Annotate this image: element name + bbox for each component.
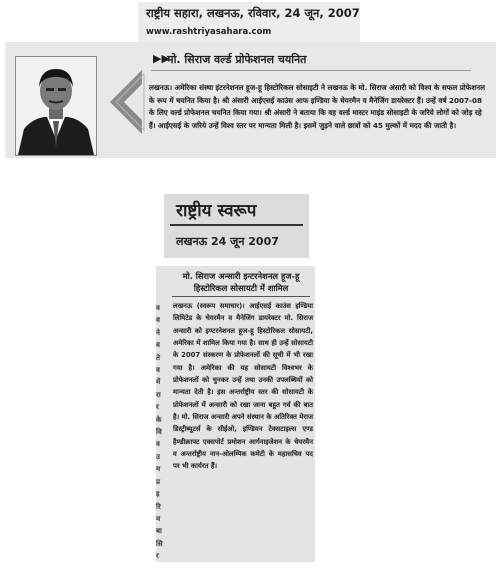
side-fragment: में — [156, 378, 161, 387]
portrait-photo — [15, 56, 97, 156]
side-fragment: ने — [156, 328, 160, 337]
side-fragment: बा — [156, 527, 162, 536]
side-fragment: व — [156, 304, 160, 312]
side-fragment: रि — [156, 502, 161, 511]
masthead-divider — [170, 224, 303, 226]
side-fragment: प्र — [156, 477, 160, 486]
headline-divider — [172, 296, 310, 297]
side-fragment: व — [156, 341, 160, 350]
side-fragment: व — [156, 366, 160, 375]
swaroop-masthead — [164, 194, 309, 258]
side-fragment: इ — [156, 490, 160, 499]
article-headline: मो. सिराज वर्ल्ड प्रोफेशनल चयनित — [167, 53, 307, 66]
side-fragment: रा — [156, 390, 161, 399]
article-headline: मो. सिराज अन्सारी इन्टरनेशनल हूज-हू हिस्टोरिकल सोसायटी में शामिल — [182, 271, 300, 293]
newspaper-dateline: लखनऊ 24 जून 2007 — [176, 235, 279, 248]
side-fragment: व — [156, 316, 160, 325]
side-fragment: र — [156, 552, 159, 561]
adjacent-column-fragments — [156, 302, 168, 563]
chevron-left-icon — [106, 68, 146, 136]
side-fragment: वि — [156, 428, 162, 437]
masthead-website: www.rashtriyasahara.com — [146, 27, 272, 37]
side-fragment: व — [156, 440, 160, 449]
side-fragment: म — [156, 465, 161, 474]
headline-bullet: ▶▶ — [153, 52, 170, 65]
masthead-dateline: राष्ट्रीय सहारा, लखनऊ, रविवार, 24 जून, 2007 — [146, 6, 360, 20]
sahara-article-clipping — [5, 42, 496, 158]
side-fragment: ते — [156, 353, 160, 362]
article-body: लखनऊ। अमेरिका संस्था इंटरनेशनल हूज-हू हिस्टोरिकल सोसाइटी ने लखनऊ के मो. सिराज अंसारी को विश्व के सफल प्रोफेशनल के रूप में चयनित किया है। श्री अंसारी आईएसई काउंस आफ इण्डिया के चेयरमैन व मैनेजिंग डायरेक्टर हैं। उन्हें वर्ष 2007-08 के लिए वर्ल्ड प्रोफेशनल चयनित किया गया। श्री अंसारी ने बताया कि वह वर्ल्ड मास्टर माइंड सोसाइटी के जरिये लोगों को जोड़ रहे हैं। आईएसई के जरिये उन्हें विश्व स्तर पर मान्यता मिली है। इसमें जुड़ने वाले छात्रों को 45 मुल्कों में मदद की जाती है। — [149, 83, 485, 130]
side-fragment: र — [156, 403, 159, 412]
newspaper-title: राष्ट्रीय स्वरूप — [176, 201, 257, 221]
headline-divider — [151, 70, 471, 71]
side-fragment: उ — [156, 452, 160, 461]
side-fragment: म — [156, 514, 161, 523]
article-body: लखनऊ (स्वरूप समाचार)। आईएसई काउंस इण्डिया लिमिटेड के चेयरमैन व मैनेजिंग डायरेक्टर मो. सिराज अन्सारी को इण्टरनेशनल हूज-हू हिस्टोरिकल सोसायटी, अमेरिका में शामिल किया गया है। साथ ही उन्हें सोसायटी के 2007 संस्करण के प्रोफेशनलों की सूची में भी रखा गया है। अमेरिका की यह सोसायटी विश्वभर के प्रोफेशनलों को चुनकर उन्हें तथा उनकी उपलब्धियों को मान्यता देती है। इस अन्तर्राष्ट्रीय स्तर की सोसायटी के प्रोफेशनलों में अन्सारी को रखा जाना बहुत गर्व की बात है। मो. सिराज अन्सारी अपने संस्थान के अतिरिक्त मेराज डिस्ट्रीब्यूटर्स के सीईओ, इण्डियन टेक्सटाइल्स एण्ड हैण्डीक्राफ्ट एक्सपोर्ट प्रमोशन आर्गनाइजेशन के चेयरमैन व अन्तर्राष्ट्रीय नान-ओलम्पिक कमेटी के महासचिव पद पर भी कार्यरत हैं। — [173, 302, 313, 471]
swaroop-article-clipping — [156, 266, 315, 562]
sahara-masthead-strip — [138, 2, 360, 44]
side-fragment: के — [156, 415, 162, 424]
side-fragment: सि — [156, 539, 163, 548]
